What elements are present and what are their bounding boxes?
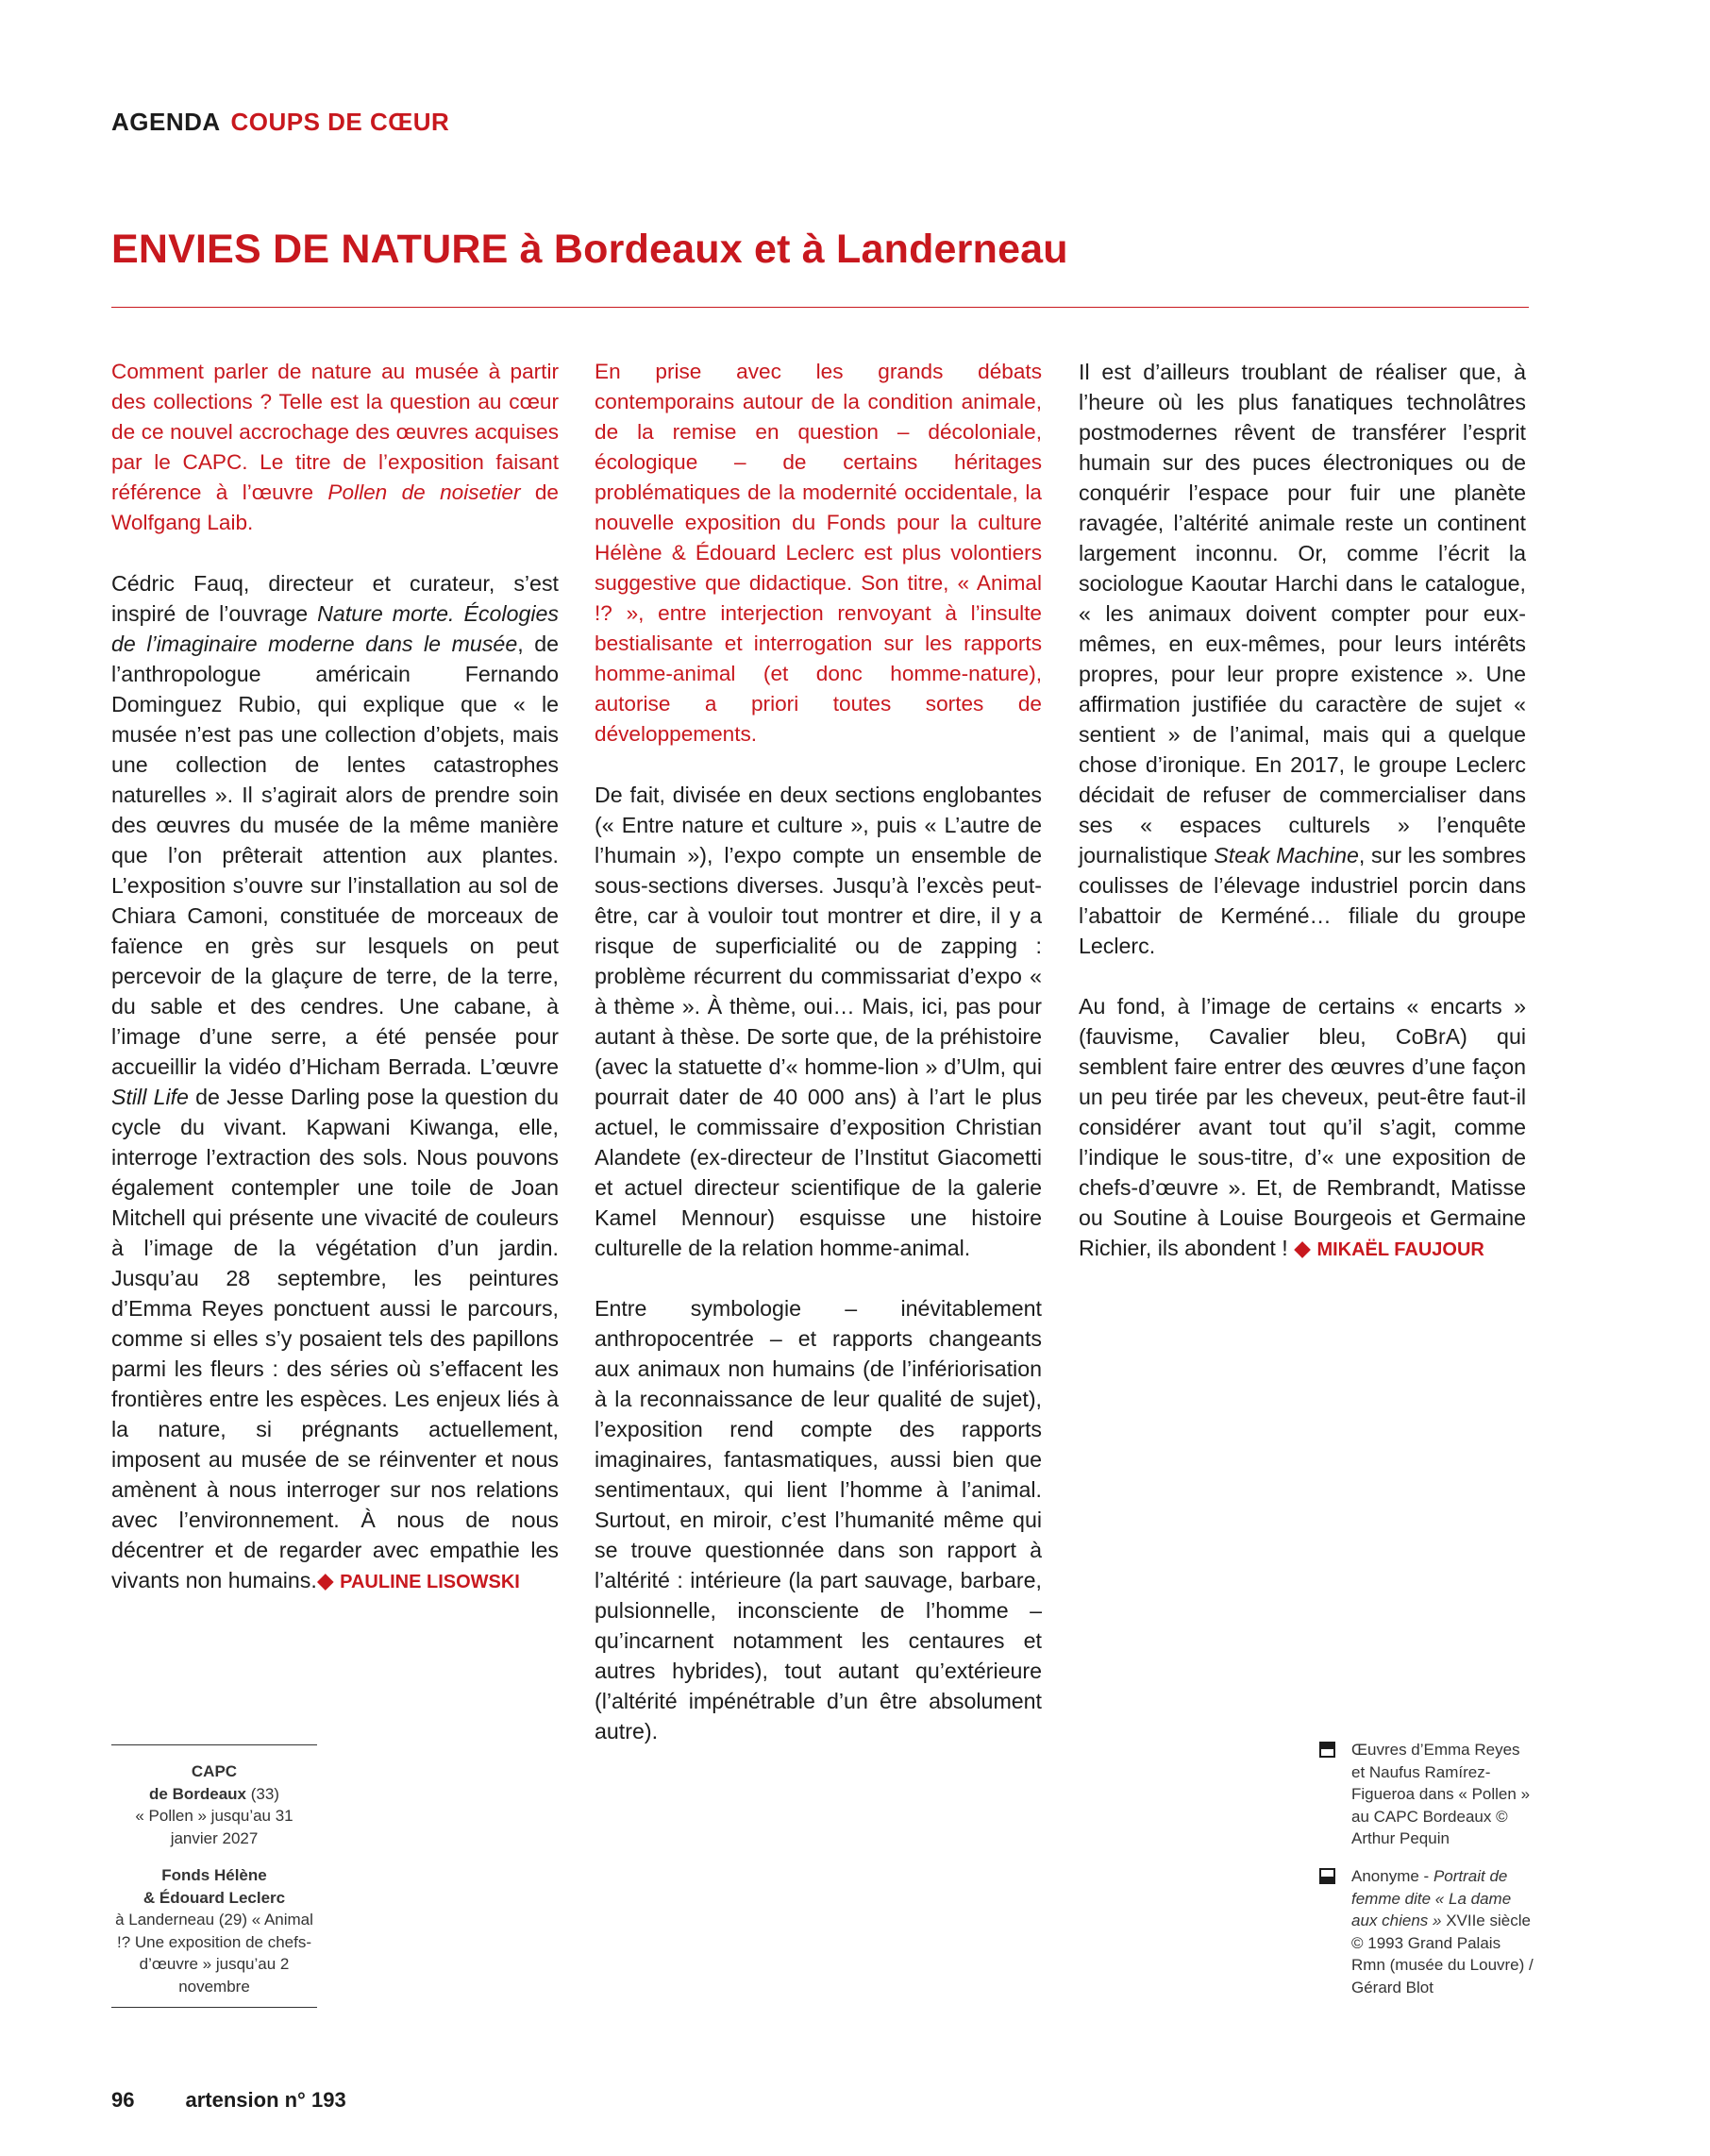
lead-text-end: de Wolfgang Laib. xyxy=(111,480,559,534)
body-text: de Jesse Darling pose la question du cycle du vivant. Kapwani Kiwanga, elle, interroge l’extraction des sols. Nous pouvons également contempler une toile de Joan Mitchell qui présente une vivacité de couleurs à l’image de la végétation d’un jardin. Jusqu’au 28 septembre, les peintures d’Emma Reyes ponctuent aussi le parcours, comme si elles s’y posaient tels des papillons parmi les fleurs : des séries où s’effacent les frontières entre les espèces. Les enjeux liés à la nature, si prégnants actuellement, imposent au musée de se réinventer et nous amènent à nous interroger sur nos relations avec l’environnement. À nous de nous décentrer et de regarder avec empathie les vivants non humains. xyxy=(111,1085,559,1592)
lead-paragraph-2: En prise avec les grands débats contemporains autour de la condition animale, de la remise en question – décoloniale, écologique – de certains héritages problématiques de la modernité occidentale, la nouvelle exposition du Fonds pour la culture Hélène & Édouard Leclerc est plus volontiers suggestive que didactique. Son titre, « Animal !? », entre interjection renvoyant à l’insulte bestialisante et interrogation sur les rapports homme-animal (et donc homme-nature), autorise a priori toutes sortes de développements. xyxy=(595,360,1042,746)
venue-detail: à Landerneau (29) « Animal !? Une exposition de chefs-d’œuvre » jusqu’au 2 novembre xyxy=(115,1911,313,1996)
author-signature: PAULINE LISOWSKI xyxy=(340,1572,520,1592)
body-paragraph xyxy=(1079,357,1526,961)
photo-captions xyxy=(1319,1739,1536,2014)
venue-name: CAPC xyxy=(191,1762,238,1780)
caption-top xyxy=(1319,1739,1536,1850)
section-header xyxy=(111,108,449,137)
lead-work-title: Pollen de noisetier xyxy=(327,480,521,504)
body-text: , de l’anthropologue américain Fernando Dominguez Rubio, qui explique que « le musée n’est pas une collection d’objets, mais une collection de lentes catastrophes naturelles ». Il s’agirait alors de prendre soin des œuvres du musée de la même manière que l’on prêterait attention aux plantes. L’exposition s’ouvre sur l’installation au sol de Chiara Camoni, constituée de morceaux de faïence en grès sur lesquels on peut percevoir de la glaçure de terre, de la terre, du sable et des cendres. Une cabane, à l’image d’une serre, a été pensée pour accueillir la vidéo d’Hicham Berrada. L’œuvre xyxy=(111,632,559,1079)
caption-text: Œuvres d’Emma Reyes et Naufus Ramírez-Figueroa dans « Pollen » au CAPC Bordeaux © Arthur Pequin xyxy=(1351,1741,1531,1848)
body-text: Au fond, à l’image de certains « encarts » (fauvisme, Cavalier bleu, CoBrA) qui semblent faire entrer des œuvres d’une façon un peu tirée par les cheveux, peut-être faut-il considérer avant tout qu’il s’agit, comme l’indique le sous-titre, d’« une exposition de chefs-d’œuvre ». Et, de Rembrandt, Matisse ou Soutine à Louise Bourgeois et Germaine Richier, ils abondent ! xyxy=(1079,994,1526,1260)
image-position-bottom-icon xyxy=(1319,1868,1335,1884)
lead-text: Comment parler de nature au musée à partir des collections ? Telle est la question au cœur de ce nouvel accrochage des œuvres acquises par le CAPC. Le titre de l’exposition faisant référence à l’œuvre xyxy=(111,360,559,504)
body-paragraph: De fait, divisée en deux sections englobantes (« Entre nature et culture », puis « L’autre de l’humain »), l’expo compte un ensemble de sous-sections diverses. Jusqu’à l’excès peut-être, car à vouloir tout montrer et dire, il y a risque de superficialité ou de zapping : problème récurrent du commissariat d’expo « à thème ». À thème, oui… Mais, ici, pas pour autant à thèse. De sorte que, de la préhistoire (avec la statuette d’« homme-lion » d’Ulm, qui pourrait dater de 40 000 ans) à l’art le plus actuel, le commissaire d’exposition Christian Alandete (ex-directeur de l’Institut Giacometti et actuel directeur scientifique de la galerie Kamel Mennour) esquisse une histoire culturelle de la relation homme-animal. xyxy=(595,783,1042,1260)
title-rule xyxy=(111,307,1529,308)
section-label: AGENDA xyxy=(111,108,220,136)
body-text: Cédric Fauq, directeur et curateur, s’est inspiré de l’ouvrage xyxy=(111,571,559,626)
venue-name: de Bordeaux xyxy=(149,1784,246,1803)
body-text: Il est d’ailleurs troublant de réaliser que, à l’heure où les plus fanatiques technolâtres postmodernes rêvent de transférer l’esprit humain sur des puces électroniques ou de conquérir l’espace pour fuir une planète ravagée, l’altérité animale reste un continent largement inconnu. Or, comme l’écrit la sociologue Kaoutar Harchi dans le catalogue, « les animaux doivent compter pour eux-mêmes, en eux-mêmes, pour leurs intérêts propres, pour leur propre existence ». Une affirmation justifiée du caractère de sujet « sentient » de l’animal, mais qui a quelque chose d’ironique. En 2017, le groupe Leclerc décidait de refuser de commercialiser dans ses « espaces culturels » l’enquête journalistique xyxy=(1079,360,1526,867)
work-title: Still Life xyxy=(111,1085,189,1109)
diamond-icon: ◆ xyxy=(1294,1236,1311,1260)
page-footer xyxy=(111,2088,346,2113)
subsection-label: COUPS DE CŒUR xyxy=(230,108,450,136)
column-2 xyxy=(595,357,1042,1777)
venue-detail: « Pollen » jusqu’au 31 janvier 2027 xyxy=(135,1807,293,1847)
article-title: ENVIES DE NATURE à Bordeaux et à Landerneau xyxy=(111,227,1068,272)
diamond-icon: ◆ xyxy=(316,1568,334,1592)
column-3 xyxy=(1079,357,1526,1295)
venue-2 xyxy=(111,1864,317,1997)
exhibition-info-box xyxy=(111,1744,317,2008)
venue-name: Fonds Hélène xyxy=(161,1866,267,1884)
venue-dept: (33) xyxy=(246,1784,279,1803)
page-number: 96 xyxy=(111,2088,135,2112)
body-paragraph xyxy=(1079,991,1526,1265)
caption-text: XVIIe siècle © 1993 Grand Palais Rmn (musée du Louvre) / Gérard Blot xyxy=(1351,1912,1534,1996)
body-paragraph: Entre symbologie – inévitablement anthropocentrée – et rapports changeants aux animaux non humains (de l’infériorisation à la reconnaissance de leur qualité de sujet), l’exposition rend compte des rapports imaginaires, fantasmatiques, aussi bien que sentimentaux, qui lient l’homme à l’animal. Surtout, en miroir, c’est l’humanité même qui se trouve questionnée dans son rapport à l’altérité : intérieure (la part sauvage, barbare, pulsionnelle, inconsciente de l’homme – qu’incarnent notamment les centaures et autres hybrides), tout autant qu’extérieure (l’altérité impénétrable d’un être absolument autre). xyxy=(595,1296,1042,1743)
caption-text: Anonyme - xyxy=(1351,1866,1433,1885)
venue-1 xyxy=(111,1760,317,1849)
caption-work-title: Portrait de femme dite « La dame aux chiens » xyxy=(1351,1866,1512,1930)
book-title: Nature morte. Écologies de l’imaginaire moderne dans le musée xyxy=(111,601,559,656)
image-position-top-icon xyxy=(1319,1742,1335,1758)
venue-name: & Édouard Leclerc xyxy=(142,1888,286,1907)
caption-bottom xyxy=(1319,1865,1536,1999)
magazine-issue: artension n° 193 xyxy=(185,2088,346,2112)
author-signature: MIKAËL FAUJOUR xyxy=(1316,1239,1484,1260)
body-paragraph xyxy=(111,568,559,1597)
body-text: , sur les sombres coulisses de l’élevage industriel porcin dans l’abattoir de Kerméné… filiale du groupe Leclerc. xyxy=(1079,843,1526,958)
column-1 xyxy=(111,357,559,1627)
lead-paragraph-1 xyxy=(111,357,559,538)
book-title: Steak Machine xyxy=(1214,843,1359,867)
